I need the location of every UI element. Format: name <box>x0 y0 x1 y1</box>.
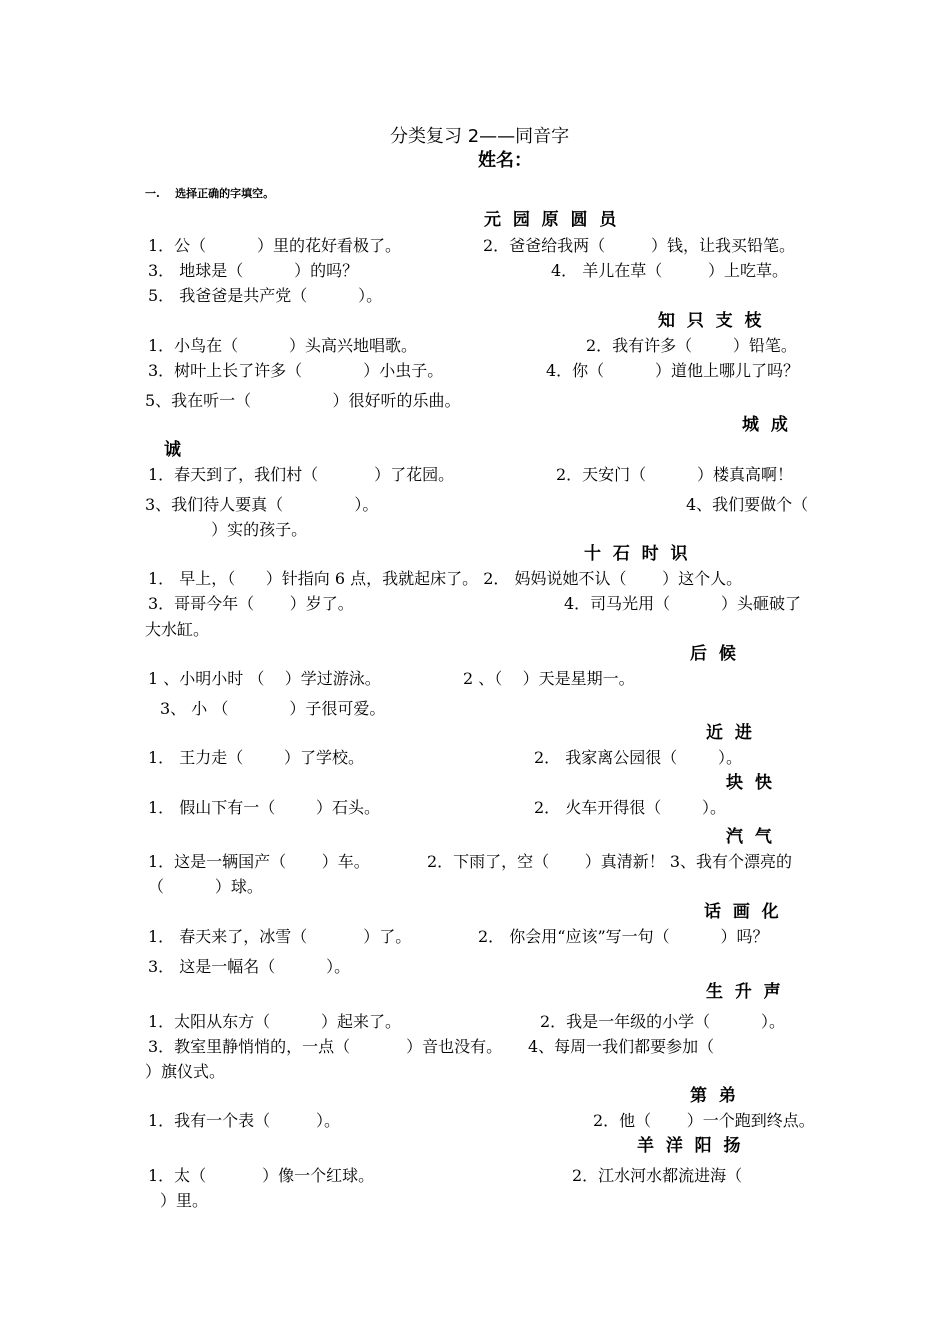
question-text: 2． 火车开得很（ ）。 <box>534 798 726 817</box>
question-text: 2．他（ ）一个跑到终点。 <box>593 1111 815 1130</box>
group-header-yang: 羊 洋 阳 扬 <box>637 1136 741 1156</box>
question-text: 3． 这是一幅名（ ）。 <box>148 957 351 976</box>
name-label: 姓名： <box>478 150 532 171</box>
question-text: 3．哥哥今年（ ）岁了。 <box>148 594 354 613</box>
question-text: 2．天安门（ ）楼真高啊！ <box>556 465 794 484</box>
question-text: 4、我们要做个（ <box>686 495 809 514</box>
question-text: 3．树叶上长了许多（ ）小虫子。 <box>148 361 444 380</box>
question-text: 2．我有许多（ ）铅笔。 <box>586 336 797 355</box>
question-text: 1． 假山下有一（ ）石头。 <box>148 798 380 817</box>
question-text: 1．太阳从东方（ ）起来了。 <box>148 1012 402 1031</box>
question-text: 3．教室里静悄悄的，一点（ ）音也没有。 <box>148 1037 503 1056</box>
group-header-di: 第 弟 <box>690 1086 736 1106</box>
question-text: 1．太（ ）像一个红球。 <box>148 1166 375 1185</box>
question-text: 4、每周一我们都要参加（ <box>528 1037 715 1056</box>
question-text: 1． 王力走（ ）了学校。 <box>148 748 364 767</box>
group-header-hua: 话 画 化 <box>704 902 779 922</box>
question-text: 5、我在听一（ ）很好听的乐曲。 <box>145 391 461 410</box>
question-text: 1．公（ ）里的花好看极了。 <box>148 236 402 255</box>
question-text: 3． 地球是（ ）的吗？ <box>148 261 359 280</box>
question-text: 1．春天到了，我们村（ ）了花园。 <box>148 465 455 484</box>
question-text: 2 、（ ）天是星期一。 <box>463 669 635 688</box>
worksheet-title: 分类复习 2——同音字 <box>390 126 570 147</box>
question-text: 1．我有一个表（ ）。 <box>148 1111 340 1130</box>
question-text: 3、我们待人要真（ ）。 <box>145 495 379 514</box>
section-heading: 一. 选择正确的字填空。 <box>145 187 275 200</box>
question-text: 2．下雨了，空（ ）真清新！ 3、我有个漂亮的 <box>427 852 793 871</box>
group-header-jin: 近 进 <box>706 723 752 743</box>
question-text: 2．我是一年级的小学（ ）。 <box>540 1012 786 1031</box>
question-text: 4． 羊儿在草（ ）上吃草。 <box>551 261 789 280</box>
group-header-kuai: 块 快 <box>726 773 772 793</box>
question-text: （ ）球。 <box>148 877 263 896</box>
question-text: 1．小鸟在（ ）头高兴地唱歌。 <box>148 336 418 355</box>
group-header-cheng-2: 诚 <box>164 440 181 460</box>
question-text: 4．你（ ）道他上哪儿了吗？ <box>546 361 800 380</box>
question-text: 5． 我爸爸是共产党（ ）。 <box>148 286 383 305</box>
group-header-qi: 汽 气 <box>726 827 772 847</box>
question-text: ）旗仪式。 <box>145 1062 226 1081</box>
question-text: 2．江水河水都流进海（ <box>572 1166 743 1185</box>
group-header-zhi: 知 只 支 枝 <box>658 311 762 331</box>
question-text: 1 、小明小时 （ ）学过游泳。 <box>148 669 381 688</box>
question-text: 3、 小 （ ）子很可爱。 <box>160 699 386 718</box>
question-text: 2． 我家离公园很（ ）。 <box>534 748 742 767</box>
group-header-shi: 十 石 时 识 <box>584 544 688 564</box>
group-header-sheng: 生 升 声 <box>706 982 781 1002</box>
group-header-hou: 后 候 <box>690 644 736 664</box>
question-text: 4．司马光用（ ）头砸破了 <box>564 594 802 613</box>
question-text: ）实的孩子。 <box>145 520 308 539</box>
group-header-yuan: 元 园 原 圆 员 <box>484 210 617 230</box>
group-header-cheng: 城 成 <box>742 415 788 435</box>
question-text: 大水缸。 <box>145 620 210 639</box>
question-text: 2．爸爸给我两（ ）钱，让我买铅笔。 <box>483 236 795 255</box>
question-text: 1．这是一辆国产（ ）车。 <box>148 852 370 871</box>
question-text: ）里。 <box>160 1191 209 1210</box>
question-text: 2． 你会用“应该”写一句（ ）吗？ <box>478 927 769 946</box>
question-text: 1． 早上，（ ）针指向 6 点，我就起床了。 2． 妈妈说她不认（ ）这个人。 <box>148 569 743 588</box>
question-text: 1． 春天来了，冰雪（ ）了。 <box>148 927 412 946</box>
